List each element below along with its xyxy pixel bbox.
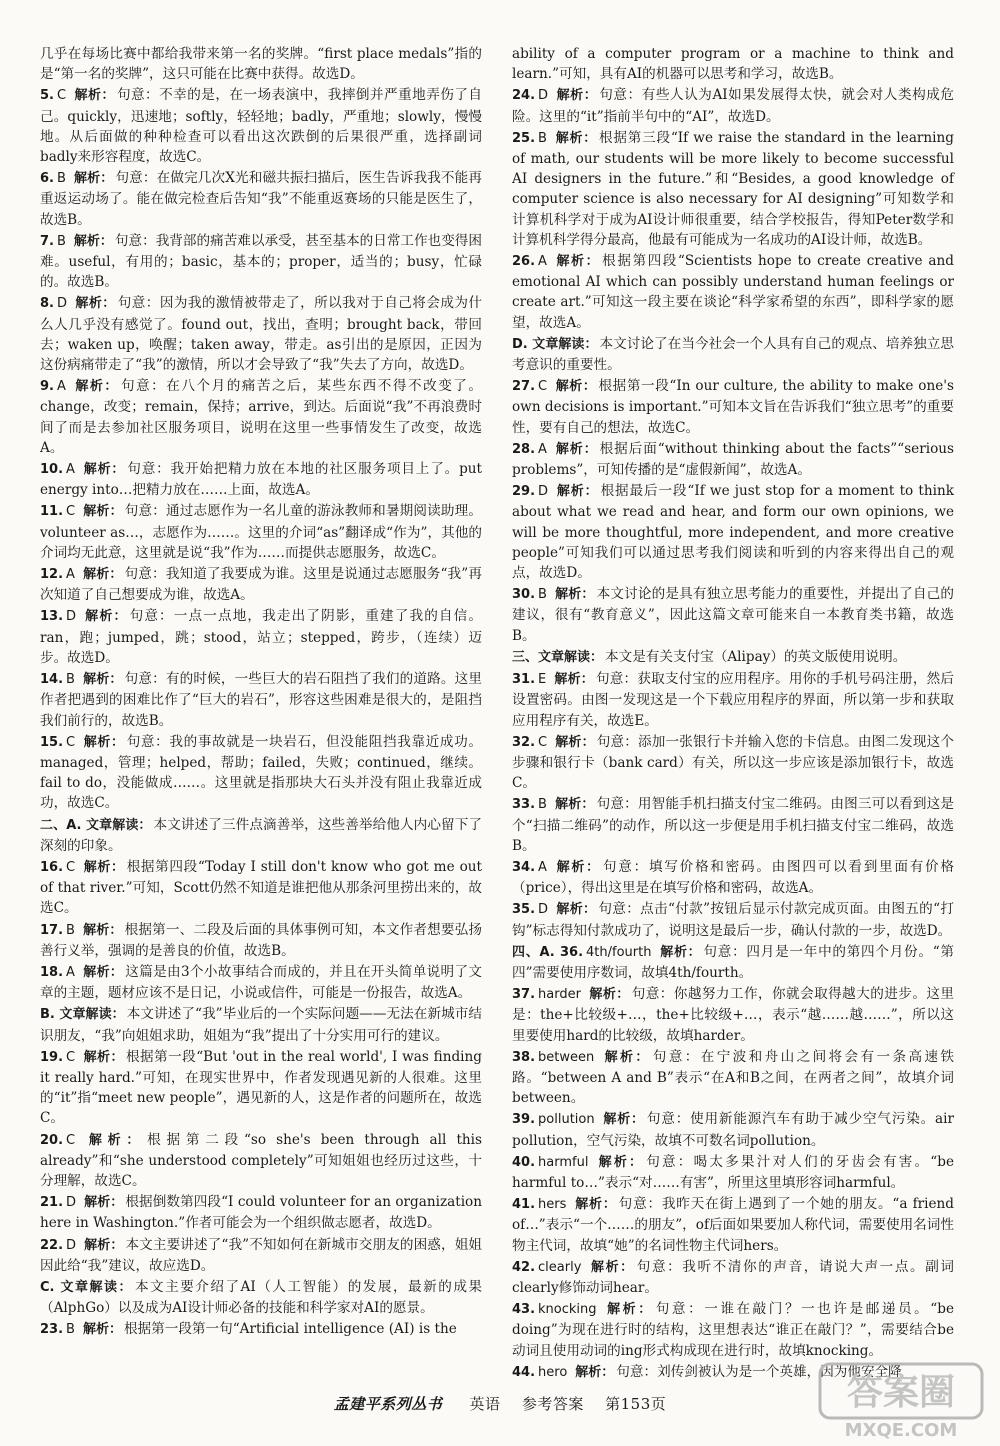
answer-entry <box>40 1192 482 1233</box>
question-number: 22. <box>40 1237 64 1253</box>
question-number: 26. <box>512 254 536 270</box>
answer-entry <box>40 376 482 458</box>
explanation-text: 句意：获取支付宝的应用程序。用你的手机号码注册，然后设置密码。由图一发现这是一个下载应用程序的界面，所以第一步和获取应用程序有关，故选E。 <box>512 671 954 729</box>
explanation-text: 句意：我开始把精力放在本地的社区服务项目上了。put energy into…把精力放在……上面，故选A。 <box>40 461 482 499</box>
explanation-text: 根据最后一段“If we just stop for a moment to think about what we read and hear, and form our own opinions, we will be more thoughtful, more independent, and more creative people”可知我们可以通过思考我们阅读和听到的内容来得出自己的观点，故选D。 <box>512 483 954 582</box>
answer-entry <box>512 128 954 250</box>
explanation-text: 这篇是由3个小故事结合而成的，并且在开头简单说明了文章的主题，题材应该不是日记，小说或信件，可能是一份报告，故选A。 <box>40 963 482 1002</box>
question-number: 9. <box>40 379 54 395</box>
watermark-logo <box>816 1360 986 1440</box>
answer-choice: B <box>56 171 66 187</box>
entry-tag: 解析： <box>556 484 599 500</box>
answer-entry <box>512 1299 954 1361</box>
answer-choice: B <box>66 922 75 938</box>
question-number: 37. <box>512 987 536 1003</box>
question-number: 27. <box>512 379 536 395</box>
answer-entry <box>512 1152 954 1193</box>
entry-tag: 解析： <box>602 1049 651 1065</box>
explanation-text: 句意：填写价格和密码。由图四可以看到里面有价格（price），得出这里是在填写价格和密码，故选A。 <box>512 858 954 897</box>
explanation-text: 本文讲述了三件点滴善举，这些善举给他人内心留下了深刻的印象。 <box>40 816 482 854</box>
question-number: 38. <box>512 1049 536 1065</box>
answer-entry <box>512 85 954 126</box>
explanation-text: 根据第二段“so she's been through all this already”和“she understood completely”可知姐姐也经历过这些，十分理解，故选C。 <box>40 1131 482 1189</box>
entry-tag: 解析： <box>82 567 123 583</box>
answer-choice: C <box>66 734 76 750</box>
explanation-text: 句意：有的时候，一些巨大的岩石阻挡了我们的道路。这里作者把遇到的困难比作了“巨大的岩石”，形容这些困难是很大的，是阻挡我们前行的，故选B。 <box>40 671 482 729</box>
answer-entry <box>40 962 482 1003</box>
section-label: 参考答案 <box>521 1395 584 1413</box>
explanation-text: 本文主要讲述了“我”不知如何在新城市交朋友的困惑，姐姐因此给“我”建议，故应选D。 <box>40 1236 482 1274</box>
question-number: 25. <box>512 130 536 146</box>
question-number: 35. <box>512 902 536 918</box>
answer-entry <box>512 481 954 583</box>
question-number: 44. <box>512 1364 536 1380</box>
answer-entry <box>40 564 482 605</box>
entry-tag: 三、文章解读： <box>512 649 604 665</box>
watermark-url: MXQE.COM <box>844 1420 958 1440</box>
answer-entry <box>512 984 954 1046</box>
explanation-text: 句意：我昨天在街上遇到了一个她的朋友。“a friend of…”表示“一个……的朋友”，of后面如果要加人称代词，需要使用名词性物主代词，故填“她”的名词性物主代词hers。 <box>512 1196 954 1254</box>
answer-entry <box>512 1194 954 1256</box>
answer-entry <box>40 606 482 668</box>
explanation-text: 句意：在做完几次X光和磁共振扫描后，医生告诉我我不能再重返运动场了。能在做完检查后告知“我”不能重返赛场的只能是医生了，故选B。 <box>40 170 482 228</box>
question-number: 11. <box>40 504 64 520</box>
explanation-text: 句意：一谁在敲门？一也许是邮递员。“be doing”为现在进行时的结构，这里想表达“谁正在敲门？”，需要结合be动词且使用动词的ing形式构成现在进行时，故填knocking。 <box>512 1301 954 1359</box>
answer-entry <box>512 732 954 794</box>
right-column <box>512 44 954 1384</box>
entry-tag: 解析： <box>554 254 601 270</box>
answer-entry <box>40 44 482 84</box>
question-number: 16. <box>40 859 64 875</box>
question-number: 17. <box>40 922 64 938</box>
subject-label: 英语 <box>469 1395 501 1413</box>
question-number: 四、A. 36. <box>512 944 584 960</box>
answer-choice: D <box>66 609 77 625</box>
answer-entry <box>40 1130 482 1192</box>
explanation-text: 根据第一、二段及后面的具体事例可知，本文作者想要弘扬善行义举，强调的是善良的价值，故选B。 <box>40 921 482 959</box>
answer-choice: harder <box>538 987 581 1003</box>
entry-tag: C. 文章解读： <box>40 1279 133 1295</box>
entry-tag: D. 文章解读： <box>512 336 598 352</box>
answer-entry <box>40 669 482 731</box>
question-number: 31. <box>512 672 536 688</box>
entry-tag: 解析： <box>554 797 595 813</box>
explanation-text: 句意：我知道了我要成为谁。这里是说通过志愿服务“我”再次知道了自己想要成为谁，故选A。 <box>40 566 482 604</box>
entry-tag: 解析： <box>83 859 125 875</box>
answer-choice: C <box>66 504 76 520</box>
answer-entry <box>512 857 954 898</box>
question-number: 42. <box>512 1259 536 1275</box>
explanation-text: 句意：我背部的痛苦难以承受，甚至基本的日常工作也变得困难。useful，有用的；basic，基本的；proper，适当的；busy，忙碌的。故选B。 <box>40 232 482 291</box>
explanation-text: 句意：喝太多果汁对人们的牙齿会有害。“be harmful to…”表示“对……有害”，所里这里填形容词harmful。 <box>512 1153 954 1191</box>
entry-tag: 解析： <box>82 1322 122 1338</box>
entry-tag: 解析： <box>83 1132 146 1148</box>
answer-entry <box>40 168 482 230</box>
answer-choice: hers <box>538 1197 567 1213</box>
answer-entry <box>40 1004 482 1045</box>
explanation-text: 句意：有些人认为AI如果发展得太快，就会对人类构成危险。这里的“it”指前半句中的“AI”，故选D。 <box>512 87 954 125</box>
question-number: 19. <box>40 1049 64 1065</box>
entry-tag: 解析： <box>84 1195 124 1211</box>
answer-entry <box>40 857 482 919</box>
entry-tag: 解析： <box>604 1302 654 1318</box>
entry-tag: 解析： <box>554 672 594 688</box>
page-number: 第153页 <box>605 1395 667 1413</box>
entry-tag: 解析： <box>83 504 123 520</box>
answer-choice: C <box>538 734 548 750</box>
entry-tag: 解析： <box>84 609 128 625</box>
explanation-text: 句意：你越努力工作，你就会取得越大的进步。这里是：the+比较级+…，the+比较级+…，表示“越……越……”，所以这里要使用hard的比较级，故填harder。 <box>512 986 954 1044</box>
question-number: 23. <box>40 1322 64 1338</box>
question-number: 40. <box>512 1154 536 1170</box>
answer-choice: pollution <box>538 1112 595 1128</box>
entry-tag: 解析： <box>574 1197 617 1213</box>
explanation-text: ability of a computer program or a machine to think and learn.”可知，具有AI的机器可以思考和学习，故选B。 <box>512 46 954 83</box>
entry-tag: 解析： <box>83 734 125 750</box>
question-number: 5. <box>40 88 54 104</box>
answer-choice: D <box>56 296 67 312</box>
answer-entry <box>40 1277 482 1318</box>
answer-choice: C <box>56 88 67 104</box>
explanation-text: 句意：我的事故就是一块岩石，但没能阻挡我靠近成功。managed，管理；helped，帮助；failed，失败；continued，继续。fail to do，没能做成……。这里就是指那块大石头并没有阻止我靠近成功，故选C。 <box>40 733 482 812</box>
answer-entry <box>512 942 954 983</box>
explanation-text: 根据第三段“If we raise the standard in the learning of math, our students will be more likely to become successful AI designers in the future.”和“Besides, a good knowledge of computer science is also necessary for AI designing”可知数学和计算机科学对于成为AI设计师很重要，结合学校报告，得知Peter数学和计算机科学得分最高，他最有可能成为一名成功的AI设计师，故选B。 <box>512 129 954 248</box>
question-number: 6. <box>40 171 54 187</box>
answer-choice: B <box>538 587 547 603</box>
answer-entry <box>40 732 482 814</box>
question-number: 28. <box>512 441 536 457</box>
entry-tag: 解析： <box>73 379 119 395</box>
explanation-text: 句意：刘传剑被认为是一个英雄，因为他安全降 <box>616 1363 902 1380</box>
entry-tag: 解析： <box>554 441 598 457</box>
answer-choice: D <box>538 88 549 104</box>
answer-entry <box>512 584 954 646</box>
answer-entry <box>40 293 482 375</box>
answer-choice: B <box>538 130 547 146</box>
answer-entry <box>40 1047 482 1129</box>
answer-entry <box>40 815 482 856</box>
question-number: 39. <box>512 1112 536 1128</box>
question-number: 30. <box>512 587 536 603</box>
entry-tag: 解析： <box>82 922 123 938</box>
entry-tag: 解析： <box>555 734 595 750</box>
entry-tag: 解析： <box>659 944 702 960</box>
answer-entry <box>512 669 954 731</box>
answer-choice: C <box>538 379 548 395</box>
answer-choice: A <box>538 859 547 875</box>
answer-choice: D <box>66 1195 77 1211</box>
entry-tag: 解析： <box>602 1112 645 1128</box>
explanation-text: 句意：不幸的是，在一场表演中，我摔倒并严重地弄伤了自己。quickly，迅速地；softly，轻轻地；badly，严重地；slowly，慢慢地。从后面做的种种检查可以看出这次跌倒的后果很严重，选择副词badly来形容程度，故选C。 <box>40 87 482 166</box>
explanation-text: 根据第四段“Today I still don't know who got me out of that river.”可知，Scott仍然不知道是谁把他从那条河里捞出来的，故选C。 <box>40 858 482 917</box>
question-number: 13. <box>40 609 64 625</box>
explanation-text: 根据后面“without thinking about the facts”“serious problems”，可知传播的是“虚假新闻”，故选A。 <box>512 440 954 479</box>
entry-tag: 解析： <box>596 1154 645 1170</box>
explanation-text: 句意：四月是一年中的第四个月份。“第四”需要使用序数词，故填4th/fourth。 <box>512 943 954 981</box>
answer-choice: harmful <box>538 1154 589 1170</box>
answer-entry <box>512 1257 954 1298</box>
entry-tag: 解析： <box>75 296 116 312</box>
answer-choice: A <box>538 441 547 457</box>
entry-tag: 解析： <box>74 88 115 104</box>
question-number: 18. <box>40 964 64 980</box>
answer-entry <box>512 376 954 438</box>
answer-choice: E <box>538 672 547 688</box>
answer-entry <box>512 1109 954 1150</box>
entry-tag: 解析： <box>589 1259 635 1275</box>
explanation-text: 句意：在八个月的痛苦之后，某些东西不得不改变了。change，改变；remain，保持；arrive，到达。后面说“我”不再浪费时间了而是去参加社区服务项目，说明在这里一些事情发生了改变，故选A。 <box>40 378 482 456</box>
question-number: 29. <box>512 484 536 500</box>
entry-tag: 解析： <box>556 902 597 918</box>
answer-choice: A <box>66 964 75 980</box>
answer-choice: C <box>66 1132 76 1148</box>
explanation-text: 根据第一段第一句“Artificial intelligence (AI) is the <box>123 1321 457 1338</box>
answer-entry <box>512 794 954 856</box>
answer-entry <box>40 920 482 961</box>
answer-choice: A <box>538 254 547 270</box>
answer-entry <box>40 85 482 167</box>
explanation-text: 句意：使用新能源汽车有助于减少空气污染。air pollution，空气污染，故填不可数名词pollution。 <box>512 1111 954 1149</box>
answer-choice: B <box>66 1322 75 1338</box>
answer-choice: between <box>538 1049 595 1065</box>
answer-choice: C <box>66 859 76 875</box>
explanation-text: 本文讨论的是具有独立思考能力的重要性，并提出了自己的建议，很有“教育意义”，因此这篇文章可能来自一本教育类书籍，故选B。 <box>512 586 954 644</box>
question-number: 43. <box>512 1302 536 1318</box>
answer-entry <box>40 231 482 293</box>
question-number: 21. <box>40 1195 64 1211</box>
question-number: 41. <box>512 1197 536 1213</box>
explanation-text: 几乎在每场比赛中都给我带来第一名的奖牌。“first place medals”指的是“第一名的奖牌”，这只可能在比赛中获得。故选D。 <box>40 46 482 83</box>
answer-choice: A <box>66 567 75 583</box>
entry-tag: B. 文章解读： <box>40 1007 125 1023</box>
entry-tag: 解析： <box>82 672 123 688</box>
entry-tag: 解析： <box>73 171 114 187</box>
answer-entry <box>512 251 954 333</box>
answer-choice: B <box>66 672 75 688</box>
question-number: 34. <box>512 859 536 875</box>
watermark-title: 答案圈 <box>846 1372 956 1413</box>
explanation-text: 句意：用智能手机扫描支付宝二维码。由图三可以看到这是个“扫描二维码”的动作，所以这一步便是用手机扫描支付宝二维码，故选B。 <box>512 796 954 854</box>
explanation-text: 本文讨论了在当今社会一个人具有自己的观点、培养独立思考意识的重要性。 <box>512 335 954 374</box>
entry-tag: 解析： <box>83 1049 124 1065</box>
answer-choice: A <box>56 379 66 395</box>
explanation-text: 根据第一段“But 'out in the real world', I was finding it really hard.”可知，在现实世界中，作者发现遇见新的人很难。这里的“it”指“meet new people”，遇见新的人，这是作者的问题所在，故选C。 <box>40 1048 482 1127</box>
question-number: 12. <box>40 567 64 583</box>
answer-entry <box>512 44 954 84</box>
question-number: 24. <box>512 88 536 104</box>
answer-choice: hero <box>538 1364 568 1380</box>
answer-entry <box>40 501 482 563</box>
entry-tag: 解析： <box>575 1364 615 1380</box>
explanation-text: 句意：通过志愿作为一名儿童的游泳教师和暑期阅读助理。volunteer as…，志愿作为……。这里的介词“as”翻译成“作为”，其他的介词均无此意，这里就是说“我”作为……而提供志愿服务，故选C。 <box>40 503 482 561</box>
answer-choice: B <box>538 797 547 813</box>
entry-tag: 解析： <box>556 88 598 104</box>
answer-entry <box>512 334 954 375</box>
explanation-text: 句意：点击“付款”按钮后显示付款完成页面。由图五的“打钩”标志得知付款成功了，说明这是最后一步，确认付款的一步，故选D。 <box>512 901 954 939</box>
answer-choice: B <box>56 233 66 249</box>
answer-choice: C <box>66 1049 76 1065</box>
left-column <box>40 44 482 1342</box>
question-number: 32. <box>512 734 536 750</box>
entry-tag: 解析： <box>554 130 598 146</box>
answer-choice: clearly <box>538 1259 582 1275</box>
explanation-text: 本文讲述了“我”毕业后的一个实际问题——无法在新城市结识朋友，“我”向姐姐求助，姐姐为“我”提出了十分实用可行的建议。 <box>40 1006 483 1044</box>
entry-tag: 解析： <box>554 859 601 875</box>
answer-entry <box>512 1047 954 1109</box>
answer-entry <box>40 459 482 500</box>
answer-entry <box>40 1319 482 1340</box>
entry-tag: 解析： <box>555 379 597 395</box>
answer-choice: D <box>66 1237 77 1253</box>
entry-tag: 解析： <box>588 987 630 1003</box>
entry-tag: 解析： <box>554 587 595 603</box>
answer-choice: D <box>538 902 549 918</box>
answer-choice: 4th/fourth <box>586 944 652 960</box>
entry-tag: 解析： <box>84 1237 124 1253</box>
answer-choice: D <box>538 484 549 500</box>
question-number: 15. <box>40 734 64 750</box>
entry-tag: 解析： <box>73 233 113 249</box>
answer-entry <box>512 647 954 668</box>
question-number: 33. <box>512 797 536 813</box>
series-name: 孟建平系列丛书 <box>333 1395 443 1413</box>
explanation-text: 句意：添加一张银行卡并输入您的卡信息。由图二发现这个步骤和银行卡（bank card）有关，所以这一步应该是添加银行卡，故选C。 <box>512 733 954 792</box>
question-number: 8. <box>40 296 54 312</box>
question-number: 20. <box>40 1132 64 1148</box>
entry-tag: 解析： <box>82 964 124 980</box>
entry-tag: 解析： <box>82 462 126 478</box>
answer-choice: knocking <box>538 1302 597 1318</box>
question-number: 7. <box>40 233 54 249</box>
entry-tag: 二、A. 文章解读： <box>40 817 152 833</box>
question-number: 14. <box>40 672 64 688</box>
explanation-text: 本文是有关支付宝（Alipay）的英文版使用说明。 <box>605 648 907 665</box>
explanation-text: 句意：在宁波和舟山之间将会有一条高速铁路。“between A and B”表示“在A和B之间，在两者之间”，故填介词between。 <box>512 1048 954 1107</box>
explanation-text: 根据第四段“Scientists hope to create creative and emotional AI which can possibly understand human feelings or create art.”可知这一段主要在谈论“科学家希望的东西”，即科学家的愿望，故选A。 <box>512 253 954 331</box>
explanation-text: 句意：一点一点地，我走出了阴影，重建了我的自信。ran，跑；jumped，跳；stood，站立；stepped，跨步，（连续）迈步。故选D。 <box>40 608 482 666</box>
question-number: 10. <box>40 462 64 478</box>
answer-entry <box>512 439 954 480</box>
explanation-text: 根据倒数第四段“I could volunteer for an organization here in Washington.”作者可能会为一个组织做志愿者，故选D。 <box>40 1194 482 1232</box>
explanation-text: 本文主要介绍了AI（人工智能）的发展，最新的成果（AlphGo）以及成为AI设计师必备的技能和科学家对AI的愿景。 <box>40 1278 482 1317</box>
explanation-text: 句意：我听不清你的声音，请说大声一点。副词clearly修饰动词hear。 <box>512 1258 954 1296</box>
explanation-text: 根据第一段“In our culture, the ability to make one's own decisions is important.”可知本文旨在告诉我们“独立思考”的重要性，要有自己的想法，故选C。 <box>512 378 954 436</box>
explanation-text: 句意：因为我的激情被带走了，所以我对于自己将会成为什么人几乎没有感觉了。found out，找出，查明；brought back，带回去；waken up，唤醒；taken away，带走。as引出的是原因，正因为这份病痛带走了“我”的激情，所以才会导致了“我”失去了方向，故选D。 <box>40 295 482 374</box>
answer-entry <box>512 899 954 940</box>
answer-choice: A <box>66 462 75 478</box>
answer-entry <box>40 1235 482 1276</box>
